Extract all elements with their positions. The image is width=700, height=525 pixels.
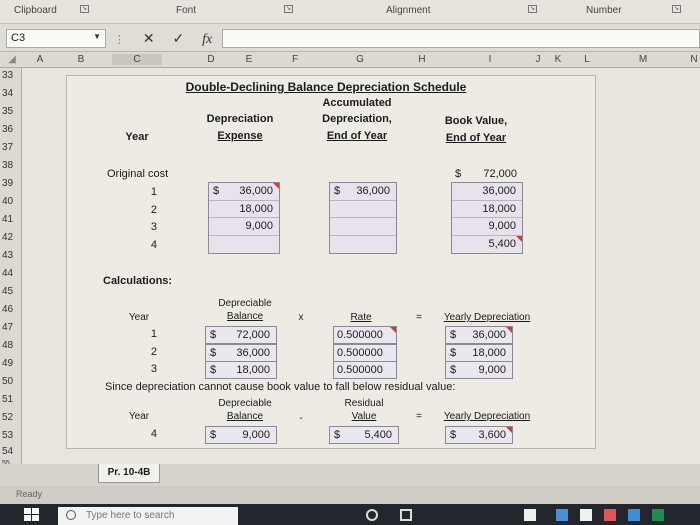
taskbar [0, 504, 700, 525]
number-launcher-icon[interactable]: ↘ [673, 6, 680, 12]
calc-balance-cell[interactable] [205, 326, 277, 344]
column-header-i[interactable]: I [488, 54, 492, 65]
final-balance-cell[interactable] [205, 426, 277, 444]
sheet-tab-pr-10-4b[interactable]: Pr. 10-4B [98, 464, 160, 483]
row-header[interactable]: 35 [2, 106, 14, 117]
times-symbol: x [298, 312, 304, 323]
cell-value: 5,400 [488, 238, 516, 250]
final-residual-cell[interactable] [329, 426, 399, 444]
accum-dep-cell[interactable] [330, 236, 396, 254]
row-header[interactable]: 42 [2, 232, 14, 243]
calc-rate-cell[interactable] [333, 361, 397, 379]
equals-symbol: = [416, 312, 422, 323]
row-header[interactable]: 40 [2, 196, 14, 207]
calc-dep-balance-header-1: Depreciable [218, 298, 272, 309]
column-header-f[interactable]: F [291, 54, 299, 65]
insert-function-icon[interactable]: fx [202, 32, 213, 47]
row-header[interactable]: 33 [2, 70, 14, 81]
column-header-j[interactable]: J [535, 54, 541, 65]
schedule-year: 4 [150, 239, 157, 251]
row-header[interactable]: 46 [2, 304, 14, 315]
font-group-label: Font [176, 5, 197, 16]
comment-indicator-icon [506, 427, 512, 433]
cell-value: 36,000 [239, 185, 273, 197]
row-header[interactable]: 34 [2, 88, 14, 99]
calculations-label: Calculations: [103, 275, 173, 287]
dollar-sign: $ [334, 185, 341, 197]
schedule-year: 3 [150, 221, 157, 233]
final-year-header: Year [128, 411, 150, 422]
dep-expense-header-line1: Depreciation [206, 113, 274, 125]
taskbar-app-icon[interactable] [524, 509, 536, 521]
row-header[interactable]: 53 [2, 430, 14, 441]
font-launcher-icon[interactable]: ↘ [285, 6, 292, 12]
formula-buttons [114, 30, 226, 48]
select-all-corner[interactable]: ◢ [8, 54, 16, 65]
calc-year-header: Year [128, 312, 150, 323]
cell-value: 9,000 [478, 364, 506, 376]
column-header-a[interactable]: A [36, 54, 44, 65]
row-header[interactable]: 49 [2, 358, 14, 369]
cell-value: 0.500000 [337, 364, 383, 376]
column-header-k[interactable]: K [554, 54, 562, 65]
enter-icon[interactable]: ✓ [172, 30, 185, 46]
schedule-year: 2 [150, 204, 157, 216]
calc-balance-cell[interactable] [205, 344, 277, 362]
alignment-launcher-icon[interactable]: ↘ [529, 6, 536, 12]
dollar-sign: $ [210, 364, 217, 376]
calc-balance-cell[interactable] [205, 361, 277, 379]
cortana-icon[interactable] [366, 509, 378, 521]
taskbar-app-icon[interactable] [580, 509, 592, 521]
sheet-tab-bar [0, 464, 700, 486]
accum-dep-cell[interactable] [330, 183, 396, 201]
dep-expense-header-line2: Expense [217, 130, 263, 142]
accum-dep-cell[interactable] [330, 218, 396, 236]
clipboard-group-label: Clipboard [14, 5, 57, 16]
accum-header-line3: End of Year [326, 130, 388, 142]
cell-value: 36,000 [482, 185, 516, 197]
calc-yearly-cell[interactable] [445, 361, 513, 379]
cell-value: 36,000 [472, 329, 506, 341]
column-header-m[interactable]: M [638, 54, 648, 65]
original-cost-value: 72,000 [483, 168, 517, 180]
cancel-icon[interactable]: ✕ [142, 30, 155, 46]
taskbar-search-input[interactable] [58, 507, 238, 525]
row-header[interactable]: 43 [2, 250, 14, 261]
cell-value: 5,400 [364, 429, 392, 441]
year-header: Year [125, 131, 149, 143]
column-header-g[interactable]: G [356, 54, 364, 65]
cell-value: 18,000 [472, 347, 506, 359]
row-header[interactable]: 36 [2, 124, 14, 135]
windows-start-icon[interactable] [24, 508, 40, 522]
schedule-title: Double-Declining Balance Depreciation Schedule [185, 80, 467, 94]
cell-value: 9,000 [245, 220, 273, 232]
calc-year: 3 [150, 363, 157, 375]
column-header-e[interactable]: E [245, 54, 253, 65]
book-value-cell[interactable] [452, 201, 522, 218]
name-box-value: C3 [11, 32, 26, 44]
cell-value: 0.500000 [337, 347, 383, 359]
calc-dep-balance-header-2: Balance [226, 311, 264, 322]
final-residual-header-2: Value [351, 411, 377, 422]
original-cost-dollar: $ [455, 168, 462, 180]
taskbar-app-icon[interactable] [556, 509, 568, 521]
dollar-sign: $ [210, 329, 217, 341]
ribbon-group-labels [0, 0, 700, 24]
calc-yearly-cell[interactable] [445, 326, 513, 344]
cell-value: 3,600 [478, 429, 506, 441]
dollar-sign: $ [450, 364, 457, 376]
final-year: 4 [150, 428, 157, 440]
cell-value: 9,000 [488, 220, 516, 232]
dollar-sign: $ [210, 347, 217, 359]
schedule-panel [66, 75, 596, 449]
cell-value: 18,000 [239, 203, 273, 215]
row-header[interactable]: 50 [2, 376, 14, 387]
comment-indicator-icon [390, 327, 396, 333]
row-header[interactable]: 44 [2, 268, 14, 279]
final-equals-symbol: = [416, 411, 422, 422]
book-value-header-line2: End of Year [445, 132, 507, 144]
final-residual-header-1: Residual [344, 398, 384, 409]
cell-value: 72,000 [236, 329, 270, 341]
taskbar-app-icon[interactable] [628, 509, 640, 521]
calc-rate-header: Rate [350, 312, 372, 323]
dollar-sign: $ [213, 185, 220, 197]
accum-header-line2: Depreciation, [322, 113, 392, 125]
book-value-column [451, 182, 523, 254]
excel-taskbar-icon[interactable] [652, 509, 664, 521]
calc-rate-cell[interactable] [333, 326, 397, 344]
name-box[interactable] [6, 29, 106, 48]
row-header[interactable]: 41 [2, 214, 14, 225]
column-headers [0, 52, 700, 68]
column-header-l[interactable]: L [584, 54, 590, 65]
cell-value: 18,000 [236, 364, 270, 376]
row-header[interactable]: 47 [2, 322, 14, 333]
dep-expense-cell[interactable] [209, 236, 279, 254]
clipboard-launcher-icon[interactable]: ↘ [81, 6, 88, 12]
search-placeholder: Type here to search [86, 510, 175, 521]
dollar-sign: $ [210, 429, 217, 441]
calc-rate-cell[interactable] [333, 344, 397, 362]
calc-yearly-header: Yearly Depreciation [443, 312, 531, 323]
schedule-year: 1 [150, 186, 157, 198]
dollar-sign: $ [450, 347, 457, 359]
calc-year: 2 [150, 346, 157, 358]
dollar-sign: $ [334, 429, 341, 441]
accumulated-header: Accumulated [322, 97, 392, 109]
minus-symbol: - [299, 413, 303, 424]
more-options-icon[interactable]: ⋮ [114, 34, 125, 46]
book-value-cell[interactable] [452, 183, 522, 201]
cell-value: 36,000 [236, 347, 270, 359]
row-header[interactable]: 54 [2, 446, 14, 457]
dep-expense-column [208, 182, 280, 254]
comment-indicator-icon [273, 183, 279, 189]
final-yearly-cell[interactable] [445, 426, 513, 444]
accum-dep-cell[interactable] [330, 201, 396, 218]
task-view-icon[interactable] [400, 509, 412, 521]
original-cost-label: Original cost [107, 168, 169, 180]
calc-yearly-cell[interactable] [445, 344, 513, 362]
book-value-cell[interactable] [452, 236, 522, 254]
formula-input[interactable] [222, 29, 700, 48]
column-header-n[interactable]: N [690, 54, 698, 65]
residual-note: Since depreciation cannot cause book value to fall below residual value: [105, 381, 456, 393]
cell-value: 0.500000 [337, 329, 383, 341]
number-group-label: Number [586, 5, 622, 16]
row-headers [0, 68, 22, 464]
column-header-h[interactable]: H [418, 54, 426, 65]
row-header[interactable]: 37 [2, 142, 14, 153]
status-text: Ready [16, 489, 43, 499]
chevron-down-icon[interactable]: ▼ [93, 32, 101, 41]
book-value-header-line1: Book Value, [444, 115, 508, 127]
taskbar-app-icon[interactable] [604, 509, 616, 521]
row-header[interactable]: 45 [2, 286, 14, 297]
dep-expense-cell[interactable] [209, 183, 279, 201]
cell-value: 36,000 [356, 185, 390, 197]
alignment-group-label: Alignment [386, 5, 431, 16]
final-yearly-header: Yearly Depreciation [443, 411, 531, 422]
column-header-c[interactable]: C [112, 54, 162, 65]
row-header[interactable]: 51 [2, 394, 14, 405]
search-icon [66, 510, 76, 520]
column-header-b[interactable]: B [77, 54, 85, 65]
comment-indicator-icon [506, 327, 512, 333]
worksheet-grid[interactable] [22, 68, 700, 464]
cell-value: 9,000 [242, 429, 270, 441]
accum-dep-column [329, 182, 397, 254]
status-bar [0, 486, 700, 504]
book-value-cell[interactable] [452, 218, 522, 236]
final-dep-balance-header-2: Balance [226, 411, 264, 422]
column-header-d[interactable]: D [207, 54, 215, 65]
formula-bar [0, 24, 700, 52]
final-dep-balance-header-1: Depreciable [218, 398, 272, 409]
dep-expense-cell[interactable] [209, 201, 279, 218]
dollar-sign: $ [450, 429, 457, 441]
row-header[interactable]: 48 [2, 340, 14, 351]
row-header[interactable]: 38 [2, 160, 14, 171]
row-header[interactable]: 52 [2, 412, 14, 423]
dep-expense-cell[interactable] [209, 218, 279, 236]
comment-indicator-icon [516, 236, 522, 242]
cell-value: 18,000 [482, 203, 516, 215]
calc-year: 1 [150, 328, 157, 340]
dollar-sign: $ [450, 329, 457, 341]
row-header[interactable]: 39 [2, 178, 14, 189]
